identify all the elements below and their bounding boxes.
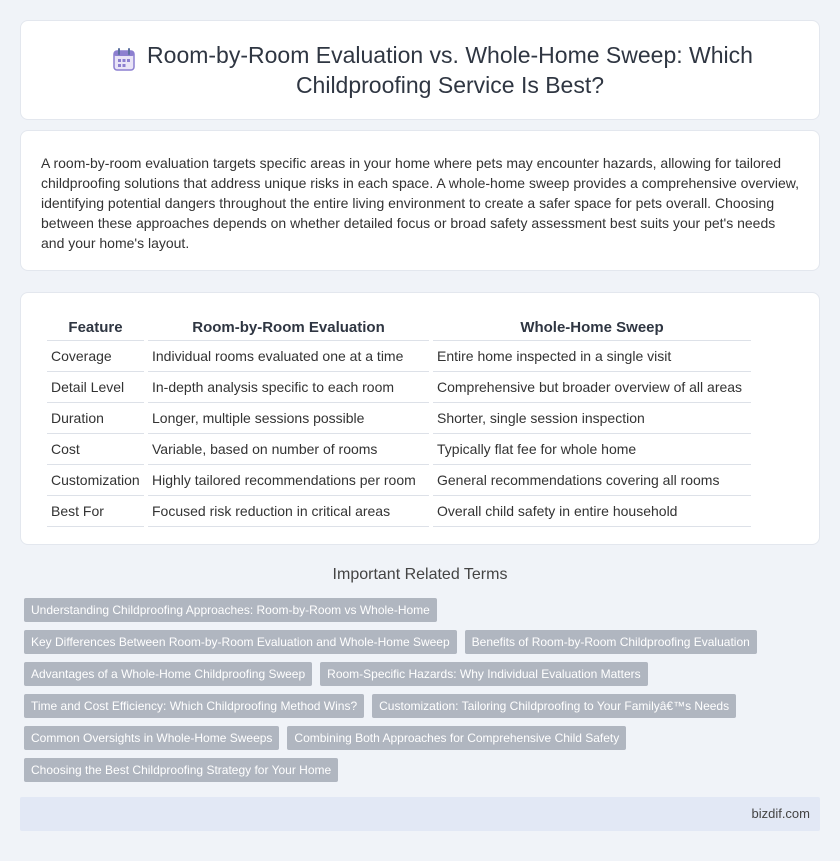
table-header-row [47,315,751,341]
header-room-by-room: Room-by-Room Evaluation [148,315,429,341]
room-cell: Variable, based on number of rooms [148,434,429,465]
room-cell: Focused risk reduction in critical areas [148,496,429,527]
page-title: Room-by-Room Evaluation vs. Whole-Home Sweep: Which Childproofing Service Is Best? [147,42,753,98]
table-row [47,465,751,496]
table-row [47,341,751,372]
related-terms-list [24,598,824,790]
room-cell: In-depth analysis specific to each room [148,372,429,403]
header-feature: Feature [47,315,144,341]
related-term-link[interactable]: Combining Both Approaches for Comprehensive Child Safety [287,726,626,750]
related-term-link[interactable]: Key Differences Between Room-by-Room Evaluation and Whole-Home Sweep [24,630,457,654]
room-cell: Highly tailored recommendations per room [148,465,429,496]
title-card [20,20,820,120]
table-row [47,372,751,403]
related-term-link[interactable]: Time and Cost Efficiency: Which Childproofing Method Wins? [24,694,364,718]
related-term-link[interactable]: Understanding Childproofing Approaches: Room-by-Room vs Whole-Home [24,598,437,622]
feature-cell: Duration [47,403,144,434]
table-row [47,434,751,465]
feature-cell: Cost [47,434,144,465]
table-row [47,496,751,527]
whole-cell: Typically flat fee for whole home [433,434,751,465]
footer-bar [20,797,820,831]
header-whole-home: Whole-Home Sweep [433,315,751,341]
related-term-link[interactable]: Benefits of Room-by-Room Childproofing Evaluation [465,630,757,654]
comparison-table [43,315,755,527]
related-term-link[interactable]: Common Oversights in Whole-Home Sweeps [24,726,279,750]
whole-cell: Shorter, single session inspection [433,403,751,434]
room-cell: Individual rooms evaluated one at a time [148,341,429,372]
whole-cell: Overall child safety in entire household [433,496,751,527]
room-cell: Longer, multiple sessions possible [148,403,429,434]
table-row [47,403,751,434]
comparison-card [20,292,820,545]
whole-cell: General recommendations covering all rooms [433,465,751,496]
related-term-link[interactable]: Customization: Tailoring Childproofing to Your Familyâ€™s Needs [372,694,736,718]
related-term-link[interactable]: Room-Specific Hazards: Why Individual Evaluation Matters [320,662,647,686]
intro-paragraph: A room-by-room evaluation targets specific areas in your home where pets may encounter hazards, allowing for tailored childproofing solutions that address unique risks in each space. A whole-home sweep provides a comprehensive overview, identifying potential dangers throughout the entire living environment to create a safer space for pets overall. Choosing between these approaches depends on whether detailed focus or broad safety assessment best suits your pet's needs and your home's layout. [41,155,799,251]
feature-cell: Coverage [47,341,144,372]
intro-card [20,130,820,271]
related-terms-heading: Important Related Terms [332,566,508,583]
feature-cell: Best For [47,496,144,527]
footer-brand[interactable]: bizdif.com [751,806,810,821]
feature-cell: Customization [47,465,144,496]
related-term-link[interactable]: Advantages of a Whole-Home Childproofing Sweep [24,662,312,686]
whole-cell: Entire home inspected in a single visit [433,341,751,372]
whole-cell: Comprehensive but broader overview of all areas [433,372,751,403]
related-term-link[interactable]: Choosing the Best Childproofing Strategy for Your Home [24,758,338,782]
feature-cell: Detail Level [47,372,144,403]
